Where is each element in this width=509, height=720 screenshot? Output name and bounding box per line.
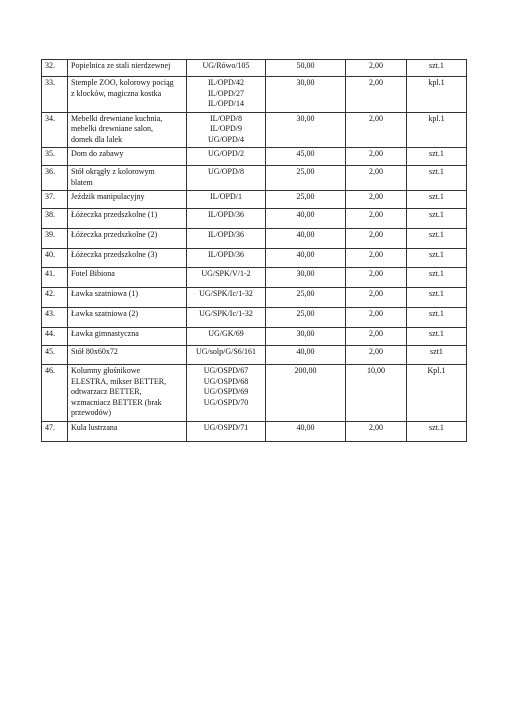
item-name-cell <box>68 288 187 308</box>
table-row <box>42 346 467 365</box>
item-name-line: Stemple ZOO, kolorowy pociąg <box>71 78 174 87</box>
item-name-cell <box>68 148 187 166</box>
rate-cell: 2,00 <box>346 60 407 77</box>
item-name-line: Ławka gimnastyczna <box>71 329 139 338</box>
table-row <box>42 148 467 166</box>
row-number-cell: 39. <box>42 229 68 249</box>
inventory-table-body <box>42 60 467 442</box>
item-name-cell <box>68 112 187 148</box>
unit-quantity-cell: szt.1 <box>407 166 467 191</box>
item-name-cell <box>68 166 187 191</box>
table-row <box>42 166 467 191</box>
inventory-code-cell <box>187 346 266 365</box>
item-name-line: Ławka szatniowa (1) <box>71 289 139 298</box>
value-cell: 40,00 <box>266 249 346 268</box>
inventory-code-line: IL/OPD/36 <box>208 250 244 259</box>
value-cell: 40,00 <box>266 346 346 365</box>
table-row <box>42 268 467 288</box>
value-cell: 25,00 <box>266 308 346 328</box>
unit-quantity-cell: szt.1 <box>407 191 467 209</box>
inventory-code-line: UG/OPD/4 <box>207 134 244 144</box>
inventory-code-cell <box>187 77 266 113</box>
row-number-cell: 45. <box>42 346 68 365</box>
item-name-line: Jeździk manipulacyjny <box>71 192 145 201</box>
inventory-code-cell <box>187 166 266 191</box>
item-name-line: Łóżeczka przedszkolne (3) <box>71 250 158 259</box>
inventory-code-line: UG/OSPD/71 <box>203 422 249 432</box>
unit-quantity-cell: szt.1 <box>407 209 467 229</box>
item-name-cell <box>68 328 187 346</box>
inventory-code-cell <box>187 421 266 441</box>
inventory-code-line: UG/SPK/Ic/1-32 <box>199 309 253 318</box>
unit-quantity-cell: szt.1 <box>407 148 467 166</box>
value-cell: 40,00 <box>266 229 346 249</box>
inventory-code-line: UG/OSPD/69 <box>203 387 249 396</box>
inventory-code-line: UG/SPK/Ic/1-32 <box>199 289 253 298</box>
value-cell: 200,00 <box>266 365 346 422</box>
item-name-cell <box>68 229 187 249</box>
rate-cell: 2,00 <box>346 148 407 166</box>
table-row <box>42 191 467 209</box>
inventory-code-line: UG/Rówo/105 <box>202 61 250 70</box>
item-name-cell <box>68 249 187 268</box>
unit-quantity-cell: szt.1 <box>407 328 467 346</box>
row-number-cell: 44. <box>42 328 68 346</box>
rate-cell: 2,00 <box>346 191 407 209</box>
rate-cell: 2,00 <box>346 328 407 346</box>
item-name-line: Mebelki drewniane kuchnia, <box>71 113 163 123</box>
row-number-cell: 37. <box>42 191 68 209</box>
row-number-cell: 36. <box>42 166 68 191</box>
row-number-cell: 42. <box>42 288 68 308</box>
item-name-line: Stół 80x60x72 <box>71 347 118 356</box>
rate-cell: 2,00 <box>346 288 407 308</box>
inventory-code-line: UG/OSPD/70 <box>203 397 249 407</box>
table-row <box>42 112 467 148</box>
item-name-line: przewodów) <box>71 408 111 417</box>
item-name-line: Ławka szatniowa (2) <box>71 309 139 318</box>
unit-quantity-cell: szt.1 <box>407 268 467 288</box>
item-name-cell <box>68 346 187 365</box>
item-name-cell <box>68 308 187 328</box>
inventory-code-line: IL/OPD/9 <box>210 124 242 133</box>
rate-cell: 2,00 <box>346 112 407 148</box>
rate-cell: 2,00 <box>346 249 407 268</box>
item-name-line: Stół okrągły z kolorowym <box>71 167 155 176</box>
rate-cell: 2,00 <box>346 209 407 229</box>
table-row <box>42 288 467 308</box>
item-name-cell <box>68 209 187 229</box>
item-name-line: Fotel Bibiona <box>71 269 115 278</box>
item-name-line: ELESTRA, mikser BETTER, <box>71 376 167 386</box>
table-row <box>42 77 467 113</box>
item-name-cell <box>68 60 187 77</box>
item-name-cell <box>68 268 187 288</box>
inventory-code-line: IL/OPD/27 <box>208 88 244 98</box>
item-name-line: z klocków, magiczna kostka <box>71 88 162 98</box>
table-row <box>42 209 467 229</box>
inventory-code-cell <box>187 229 266 249</box>
inventory-code-line: IL/OPD/36 <box>208 230 244 239</box>
inventory-code-line: IL/OPD/36 <box>208 210 244 219</box>
value-cell: 40,00 <box>266 209 346 229</box>
row-number-cell: 35. <box>42 148 68 166</box>
table-row <box>42 308 467 328</box>
inventory-code-line: IL/OPD/1 <box>210 192 242 201</box>
inventory-code-line: UG/SPK/V/1-2 <box>201 269 251 278</box>
rate-cell: 10,00 <box>346 365 407 422</box>
item-name-line: Dom do zabawy <box>71 149 124 158</box>
unit-quantity-cell: szt.1 <box>407 229 467 249</box>
inventory-code-cell <box>187 328 266 346</box>
value-cell: 40,00 <box>266 421 346 441</box>
unit-quantity-cell: szt1 <box>407 346 467 365</box>
inventory-code-cell <box>187 365 266 422</box>
row-number-cell: 33. <box>42 77 68 113</box>
inventory-code-line: UG/solp/G/S6/161 <box>195 347 256 356</box>
inventory-code-cell <box>187 268 266 288</box>
row-number-cell: 38. <box>42 209 68 229</box>
unit-quantity-cell: kpl.1 <box>407 112 467 148</box>
rate-cell: 2,00 <box>346 166 407 191</box>
rate-cell: 2,00 <box>346 229 407 249</box>
unit-quantity-cell: szt.1 <box>407 249 467 268</box>
rate-cell: 2,00 <box>346 268 407 288</box>
unit-quantity-cell: szt.1 <box>407 421 467 441</box>
inventory-code-cell <box>187 191 266 209</box>
row-number-cell: 34. <box>42 112 68 148</box>
item-name-line: Kula lustrzana <box>71 422 118 432</box>
value-cell: 45,00 <box>266 148 346 166</box>
row-number-cell: 40. <box>42 249 68 268</box>
inventory-code-line: IL/OPD/14 <box>208 99 244 108</box>
inventory-code-cell <box>187 308 266 328</box>
item-name-line: Łóżeczka przedszkolne (2) <box>71 230 158 239</box>
inventory-code-cell <box>187 112 266 148</box>
inventory-code-line: UG/GK/69 <box>208 329 244 338</box>
value-cell: 30,00 <box>266 77 346 113</box>
item-name-line: blatem <box>71 177 93 187</box>
value-cell: 25,00 <box>266 191 346 209</box>
value-cell: 30,00 <box>266 112 346 148</box>
value-cell: 25,00 <box>266 166 346 191</box>
inventory-code-cell <box>187 148 266 166</box>
item-name-line: domek dla lalek <box>71 134 123 144</box>
row-number-cell: 32. <box>42 60 68 77</box>
unit-quantity-cell: Kpl.1 <box>407 365 467 422</box>
unit-quantity-cell: kpl.1 <box>407 77 467 113</box>
inventory-code-cell <box>187 209 266 229</box>
rate-cell: 2,00 <box>346 346 407 365</box>
unit-quantity-cell: szt.1 <box>407 308 467 328</box>
table-row <box>42 328 467 346</box>
item-name-cell <box>68 77 187 113</box>
row-number-cell: 47. <box>42 421 68 441</box>
row-number-cell: 41. <box>42 268 68 288</box>
inventory-code-line: UG/OSPD/68 <box>203 376 249 386</box>
inventory-code-line: UG/OSPD/67 <box>203 366 249 375</box>
rate-cell: 2,00 <box>346 421 407 441</box>
inventory-table <box>41 59 467 442</box>
value-cell: 25,00 <box>266 288 346 308</box>
row-number-cell: 43. <box>42 308 68 328</box>
table-row <box>42 421 467 441</box>
item-name-line: wzmacniacz BETTER (brak <box>71 397 162 407</box>
table-row <box>42 229 467 249</box>
item-name-cell <box>68 365 187 422</box>
unit-quantity-cell: szt.1 <box>407 60 467 77</box>
table-row <box>42 249 467 268</box>
table-row <box>42 365 467 422</box>
inventory-code-cell <box>187 249 266 268</box>
inventory-code-line: UG/OPD/8 <box>207 167 244 176</box>
item-name-cell <box>68 421 187 441</box>
rate-cell: 2,00 <box>346 308 407 328</box>
value-cell: 30,00 <box>266 328 346 346</box>
inventory-code-cell <box>187 288 266 308</box>
item-name-line: odtwarzacz BETTER, <box>71 387 142 396</box>
value-cell: 30,00 <box>266 268 346 288</box>
inventory-code-line: IL/OPD/42 <box>208 78 244 87</box>
inventory-code-line: IL/OPD/8 <box>210 113 242 123</box>
item-name-line: Popielnica ze stali nierdzewnej <box>71 61 171 70</box>
row-number-cell: 46. <box>42 365 68 422</box>
table-row <box>42 60 467 77</box>
item-name-line: Kolumny głośnikowe <box>71 366 141 375</box>
inventory-code-cell <box>187 60 266 77</box>
item-name-line: mebelki drewniane salon, <box>71 124 153 133</box>
item-name-cell <box>68 191 187 209</box>
value-cell: 50,00 <box>266 60 346 77</box>
unit-quantity-cell: szt.1 <box>407 288 467 308</box>
inventory-code-line: UG/OPD/2 <box>207 149 244 158</box>
rate-cell: 2,00 <box>346 77 407 113</box>
item-name-line: Łóżeczka przedszkolne (1) <box>71 210 158 219</box>
